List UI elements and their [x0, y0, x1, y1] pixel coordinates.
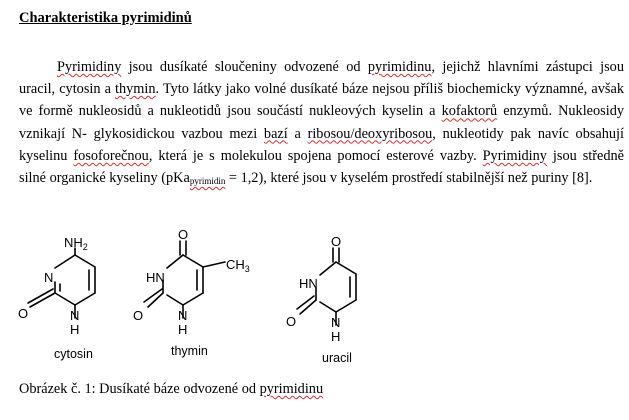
section-heading: Charakteristika pyrimidinů	[19, 10, 192, 26]
text-run: enzymů. Nukleosidy vznikají N- glykosidickou vazbou mezi	[19, 103, 624, 142]
caption-text: Obrázek č. 1: Dusíkaté báze odvozené od	[19, 381, 260, 397]
spellcheck-word[interactable]: thymin	[115, 81, 156, 98]
thymin-name: thymin	[171, 344, 208, 358]
text-run: , jejichž hlavními zástupci jsou uracil, cytosin a	[19, 59, 624, 98]
cytosin-nh2-label: $NH_2$	[64, 235, 88, 252]
cytosin-bonds	[28, 248, 95, 318]
uracil-o-left-label: O	[286, 314, 297, 329]
thymin-hn-label: HN	[146, 270, 165, 285]
thymin-h-label: H	[178, 322, 188, 337]
thymin-n-label: N	[178, 308, 188, 323]
text-run: , která je s molekulou spojena pomocí esterové vazby.	[148, 147, 483, 164]
text-run: a	[287, 125, 308, 142]
spellcheck-word[interactable]: pyrimidinu	[259, 381, 324, 397]
spellcheck-word[interactable]: ribosou/deoxyribosou	[307, 125, 433, 142]
uracil-h-label: H	[331, 329, 341, 344]
spellcheck-word[interactable]: Pyrimidiny	[482, 147, 547, 164]
spellcheck-word[interactable]: bazí	[263, 125, 288, 142]
spellcheck-word[interactable]: pyrimidinu	[367, 59, 432, 75]
spellcheck-word[interactable]: kofaktorů	[441, 103, 498, 120]
text-run: jsou dusíkaté sloučeniny odvozené od	[121, 59, 368, 75]
text-run: jsou středně silné organické kyseliny (pKa	[19, 147, 624, 187]
uracil-o-top-label: O	[331, 234, 342, 249]
thymin-o-top-label: O	[178, 227, 189, 242]
cytosin-o-label: O	[18, 306, 29, 321]
figure-caption	[19, 381, 323, 398]
cytosin-nh-n-label: N	[70, 308, 80, 323]
uracil-n-label: N	[331, 315, 341, 330]
spellcheck-word[interactable]: Pyrimidiny	[57, 59, 122, 75]
uracil-hn-label: HN	[299, 276, 318, 291]
thymin-ch3-label: $CH_3$	[226, 257, 250, 274]
thymin-o-left-label: O	[133, 308, 144, 323]
spellcheck-word[interactable]: fosoforečnou	[73, 147, 149, 164]
text-run: = 1,2), které jsou v kyselém prostředí stabilnější než puriny [8].	[225, 170, 593, 187]
subscript-pyrimidin[interactable]: pyrimidin	[189, 176, 226, 187]
cytosin-nh-h-label: H	[70, 322, 80, 337]
cytosin-n-label: N	[44, 270, 54, 285]
text-run: , nukleotidy pak navíc obsahují kyselinu	[19, 125, 624, 164]
text-run: . Tyto látky jako volné dusíkaté báze nejsou příliš biochemicky významné, avšak ve formě nukleosidů a nukleotidů jsou součástí nukleových kyselin a	[19, 81, 624, 120]
cytosin-name: cytosin	[54, 347, 93, 361]
uracil-name: uracil	[322, 351, 352, 365]
